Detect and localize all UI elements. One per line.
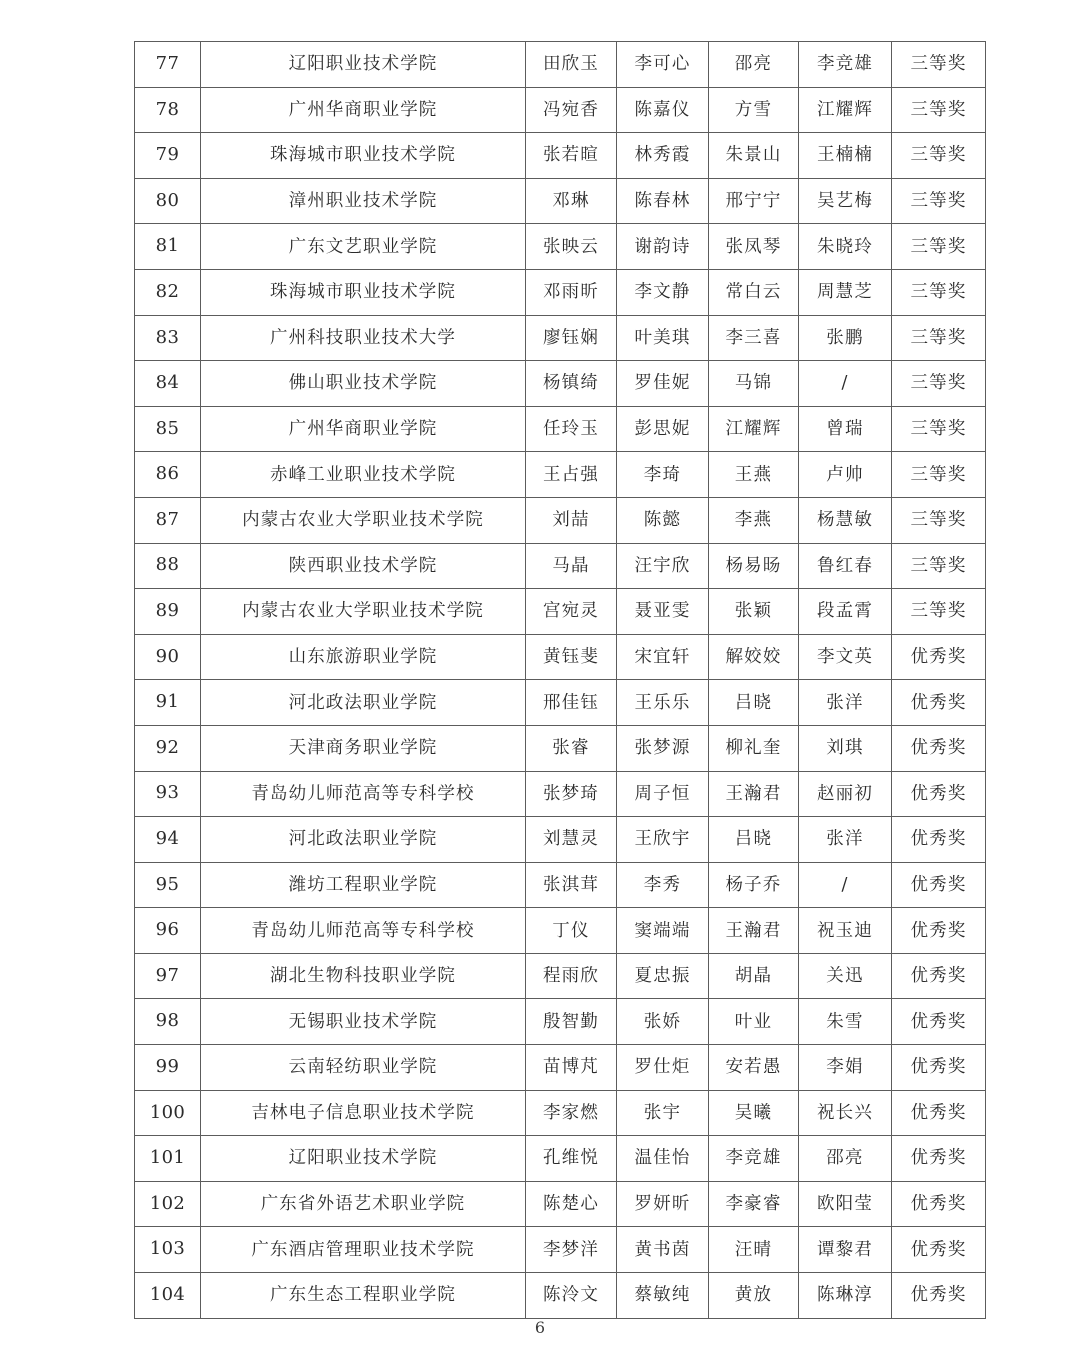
table-row [135, 133, 986, 179]
cell-participant-3: 王瀚君 [709, 771, 799, 817]
cell-participant-2: 周子恒 [617, 771, 709, 817]
cell-index: 79 [135, 133, 201, 179]
cell-school: 广州华商职业学院 [201, 87, 526, 133]
table-row [135, 1227, 986, 1273]
table-row [135, 1273, 986, 1319]
cell-participant-1: 张睿 [526, 725, 617, 771]
cell-index: 92 [135, 725, 201, 771]
cell-participant-1: 张若暄 [526, 133, 617, 179]
cell-participant-4: 鲁红春 [799, 543, 892, 589]
cell-participant-4: 段孟霄 [799, 589, 892, 635]
cell-school: 山东旅游职业学院 [201, 634, 526, 680]
cell-participant-4: 江耀辉 [799, 87, 892, 133]
cell-participant-4: 谭黎君 [799, 1227, 892, 1273]
table-row [135, 1045, 986, 1091]
cell-index: 86 [135, 452, 201, 498]
table-row [135, 1181, 986, 1227]
cell-award: 三等奖 [892, 42, 986, 88]
cell-school: 广州科技职业技术大学 [201, 315, 526, 361]
cell-participant-3: 李竞雄 [709, 1136, 799, 1182]
cell-participant-2: 汪宇欣 [617, 543, 709, 589]
cell-participant-4: 朱雪 [799, 999, 892, 1045]
cell-school: 广州华商职业学院 [201, 406, 526, 452]
cell-participant-1: 孔维悦 [526, 1136, 617, 1182]
cell-participant-2: 李琦 [617, 452, 709, 498]
cell-participant-3: 李燕 [709, 497, 799, 543]
cell-participant-2: 罗仕炬 [617, 1045, 709, 1091]
cell-participant-3: 杨易旸 [709, 543, 799, 589]
table-row [135, 680, 986, 726]
cell-school: 广东省外语艺术职业学院 [201, 1181, 526, 1227]
table-row [135, 771, 986, 817]
cell-participant-2: 李可心 [617, 42, 709, 88]
table-row [135, 817, 986, 863]
cell-participant-1: 陈泠文 [526, 1273, 617, 1319]
cell-index: 100 [135, 1090, 201, 1136]
cell-participant-1: 杨镇绮 [526, 361, 617, 407]
cell-participant-4: 曾瑞 [799, 406, 892, 452]
cell-index: 77 [135, 42, 201, 88]
cell-school: 内蒙古农业大学职业技术学院 [201, 497, 526, 543]
cell-school: 辽阳职业技术学院 [201, 1136, 526, 1182]
table-row [135, 178, 986, 224]
cell-award: 优秀奖 [892, 1227, 986, 1273]
cell-participant-4: 杨慧敏 [799, 497, 892, 543]
table-row [135, 224, 986, 270]
cell-participant-4: 张洋 [799, 680, 892, 726]
table-row [135, 999, 986, 1045]
cell-participant-1: 冯宛香 [526, 87, 617, 133]
cell-award: 优秀奖 [892, 634, 986, 680]
cell-participant-1: 陈楚心 [526, 1181, 617, 1227]
cell-participant-2: 陈懿 [617, 497, 709, 543]
cell-award: 三等奖 [892, 224, 986, 270]
cell-participant-2: 王欣宇 [617, 817, 709, 863]
table-row [135, 1136, 986, 1182]
cell-school: 河北政法职业学院 [201, 817, 526, 863]
table-row [135, 42, 986, 88]
cell-participant-3: 江耀辉 [709, 406, 799, 452]
cell-participant-1: 张映云 [526, 224, 617, 270]
award-table-body [135, 42, 986, 1319]
cell-participant-3: 李三喜 [709, 315, 799, 361]
cell-participant-2: 夏忠振 [617, 953, 709, 999]
cell-participant-2: 黄书茵 [617, 1227, 709, 1273]
cell-award: 优秀奖 [892, 1181, 986, 1227]
table-row [135, 908, 986, 954]
cell-school: 青岛幼儿师范高等专科学校 [201, 908, 526, 954]
table-row [135, 452, 986, 498]
cell-index: 98 [135, 999, 201, 1045]
cell-index: 81 [135, 224, 201, 270]
cell-participant-1: 程雨欣 [526, 953, 617, 999]
cell-index: 102 [135, 1181, 201, 1227]
cell-participant-2: 叶美琪 [617, 315, 709, 361]
cell-award: 优秀奖 [892, 1136, 986, 1182]
cell-participant-4: 欧阳莹 [799, 1181, 892, 1227]
cell-participant-1: 任玲玉 [526, 406, 617, 452]
table-row [135, 269, 986, 315]
table-row [135, 406, 986, 452]
cell-school: 潍坊工程职业学院 [201, 862, 526, 908]
cell-participant-4: 关迅 [799, 953, 892, 999]
cell-participant-1: 张淇茸 [526, 862, 617, 908]
cell-award: 优秀奖 [892, 1090, 986, 1136]
cell-participant-3: 胡晶 [709, 953, 799, 999]
table-row [135, 862, 986, 908]
cell-participant-3: 朱景山 [709, 133, 799, 179]
cell-participant-4: / [799, 361, 892, 407]
award-table-container [134, 41, 985, 1319]
cell-index: 80 [135, 178, 201, 224]
cell-participant-3: 邵亮 [709, 42, 799, 88]
cell-school: 吉林电子信息职业技术学院 [201, 1090, 526, 1136]
cell-index: 94 [135, 817, 201, 863]
cell-award: 优秀奖 [892, 953, 986, 999]
cell-index: 85 [135, 406, 201, 452]
cell-participant-4: 李竞雄 [799, 42, 892, 88]
cell-index: 91 [135, 680, 201, 726]
cell-index: 88 [135, 543, 201, 589]
cell-school: 赤峰工业职业技术学院 [201, 452, 526, 498]
cell-participant-2: 李文静 [617, 269, 709, 315]
cell-award: 优秀奖 [892, 680, 986, 726]
cell-participant-4: 刘琪 [799, 725, 892, 771]
cell-participant-4: 吴艺梅 [799, 178, 892, 224]
cell-school: 河北政法职业学院 [201, 680, 526, 726]
cell-school: 珠海城市职业技术学院 [201, 133, 526, 179]
cell-award: 优秀奖 [892, 817, 986, 863]
cell-participant-1: 田欣玉 [526, 42, 617, 88]
table-row [135, 87, 986, 133]
cell-participant-1: 邓琳 [526, 178, 617, 224]
table-row [135, 315, 986, 361]
cell-participant-3: 邢宁宁 [709, 178, 799, 224]
table-row [135, 361, 986, 407]
cell-award: 三等奖 [892, 497, 986, 543]
table-row [135, 1090, 986, 1136]
cell-participant-1: 邓雨昕 [526, 269, 617, 315]
cell-school: 珠海城市职业技术学院 [201, 269, 526, 315]
cell-participant-1: 张梦琦 [526, 771, 617, 817]
cell-index: 104 [135, 1273, 201, 1319]
cell-participant-3: 常白云 [709, 269, 799, 315]
cell-index: 84 [135, 361, 201, 407]
cell-index: 97 [135, 953, 201, 999]
cell-participant-2: 蔡敏纯 [617, 1273, 709, 1319]
cell-school: 广东文艺职业学院 [201, 224, 526, 270]
cell-award: 优秀奖 [892, 1273, 986, 1319]
cell-participant-3: 杨子乔 [709, 862, 799, 908]
cell-participant-4: 祝长兴 [799, 1090, 892, 1136]
cell-participant-4: 王楠楠 [799, 133, 892, 179]
cell-award: 三等奖 [892, 178, 986, 224]
cell-school: 湖北生物科技职业学院 [201, 953, 526, 999]
table-row [135, 589, 986, 635]
cell-participant-3: 柳礼奎 [709, 725, 799, 771]
cell-index: 95 [135, 862, 201, 908]
cell-award: 三等奖 [892, 133, 986, 179]
cell-participant-2: 聂亚雯 [617, 589, 709, 635]
cell-award: 三等奖 [892, 406, 986, 452]
cell-index: 101 [135, 1136, 201, 1182]
cell-participant-3: 吴曦 [709, 1090, 799, 1136]
cell-index: 87 [135, 497, 201, 543]
table-row [135, 497, 986, 543]
cell-participant-2: 李秀 [617, 862, 709, 908]
cell-participant-2: 张宇 [617, 1090, 709, 1136]
cell-participant-3: 叶业 [709, 999, 799, 1045]
cell-award: 三等奖 [892, 315, 986, 361]
cell-participant-1: 廖钰娴 [526, 315, 617, 361]
cell-participant-4: / [799, 862, 892, 908]
cell-school: 佛山职业技术学院 [201, 361, 526, 407]
cell-participant-1: 邢佳钰 [526, 680, 617, 726]
cell-participant-2: 宋宜轩 [617, 634, 709, 680]
cell-participant-2: 张娇 [617, 999, 709, 1045]
cell-award: 三等奖 [892, 87, 986, 133]
cell-participant-4: 邵亮 [799, 1136, 892, 1182]
cell-school: 青岛幼儿师范高等专科学校 [201, 771, 526, 817]
cell-index: 93 [135, 771, 201, 817]
award-table [134, 41, 986, 1319]
cell-award: 优秀奖 [892, 771, 986, 817]
cell-participant-2: 窦端端 [617, 908, 709, 954]
cell-participant-1: 刘慧灵 [526, 817, 617, 863]
cell-participant-3: 解姣姣 [709, 634, 799, 680]
cell-award: 优秀奖 [892, 999, 986, 1045]
cell-participant-3: 王瀚君 [709, 908, 799, 954]
table-row [135, 725, 986, 771]
cell-participant-4: 张鹏 [799, 315, 892, 361]
cell-participant-2: 陈嘉仪 [617, 87, 709, 133]
cell-participant-1: 黄钰斐 [526, 634, 617, 680]
cell-participant-3: 李豪睿 [709, 1181, 799, 1227]
table-row [135, 634, 986, 680]
cell-award: 优秀奖 [892, 862, 986, 908]
cell-participant-1: 刘喆 [526, 497, 617, 543]
cell-index: 83 [135, 315, 201, 361]
cell-index: 78 [135, 87, 201, 133]
cell-participant-3: 张颖 [709, 589, 799, 635]
cell-award: 三等奖 [892, 452, 986, 498]
cell-participant-3: 黄放 [709, 1273, 799, 1319]
table-row [135, 953, 986, 999]
cell-participant-1: 苗博芃 [526, 1045, 617, 1091]
cell-school: 陕西职业技术学院 [201, 543, 526, 589]
cell-participant-4: 周慧芝 [799, 269, 892, 315]
cell-participant-4: 陈琳淳 [799, 1273, 892, 1319]
cell-award: 优秀奖 [892, 1045, 986, 1091]
cell-participant-2: 张梦源 [617, 725, 709, 771]
cell-school: 内蒙古农业大学职业技术学院 [201, 589, 526, 635]
cell-school: 辽阳职业技术学院 [201, 42, 526, 88]
cell-participant-1: 马晶 [526, 543, 617, 589]
cell-index: 103 [135, 1227, 201, 1273]
cell-participant-1: 殷智勤 [526, 999, 617, 1045]
cell-index: 99 [135, 1045, 201, 1091]
cell-award: 优秀奖 [892, 908, 986, 954]
table-row [135, 543, 986, 589]
cell-participant-4: 赵丽初 [799, 771, 892, 817]
cell-participant-4: 朱晓玲 [799, 224, 892, 270]
cell-participant-4: 祝玉迪 [799, 908, 892, 954]
cell-participant-1: 丁仪 [526, 908, 617, 954]
cell-participant-3: 方雪 [709, 87, 799, 133]
cell-participant-3: 安若愚 [709, 1045, 799, 1091]
cell-index: 90 [135, 634, 201, 680]
cell-award: 优秀奖 [892, 725, 986, 771]
cell-participant-4: 李娟 [799, 1045, 892, 1091]
cell-participant-2: 陈春林 [617, 178, 709, 224]
cell-participant-2: 谢韵诗 [617, 224, 709, 270]
cell-award: 三等奖 [892, 361, 986, 407]
cell-participant-2: 林秀霞 [617, 133, 709, 179]
cell-participant-3: 吕晓 [709, 817, 799, 863]
cell-participant-3: 马锦 [709, 361, 799, 407]
cell-school: 广东生态工程职业学院 [201, 1273, 526, 1319]
cell-participant-4: 卢帅 [799, 452, 892, 498]
page-number: 6 [534, 1318, 546, 1337]
cell-participant-2: 王乐乐 [617, 680, 709, 726]
cell-participant-4: 李文英 [799, 634, 892, 680]
cell-participant-3: 张凤琴 [709, 224, 799, 270]
cell-school: 天津商务职业学院 [201, 725, 526, 771]
cell-participant-1: 李家燃 [526, 1090, 617, 1136]
cell-school: 无锡职业技术学院 [201, 999, 526, 1045]
cell-school: 云南轻纺职业学院 [201, 1045, 526, 1091]
cell-participant-1: 李梦洋 [526, 1227, 617, 1273]
cell-participant-2: 罗佳妮 [617, 361, 709, 407]
cell-participant-2: 罗妍昕 [617, 1181, 709, 1227]
cell-participant-3: 吕晓 [709, 680, 799, 726]
cell-participant-2: 彭思妮 [617, 406, 709, 452]
cell-participant-1: 王占强 [526, 452, 617, 498]
cell-index: 96 [135, 908, 201, 954]
cell-school: 广东酒店管理职业技术学院 [201, 1227, 526, 1273]
cell-award: 三等奖 [892, 269, 986, 315]
cell-participant-1: 宫宛灵 [526, 589, 617, 635]
cell-participant-3: 王燕 [709, 452, 799, 498]
cell-participant-4: 张洋 [799, 817, 892, 863]
cell-award: 三等奖 [892, 543, 986, 589]
cell-participant-2: 温佳怡 [617, 1136, 709, 1182]
cell-award: 三等奖 [892, 589, 986, 635]
cell-participant-3: 汪晴 [709, 1227, 799, 1273]
cell-index: 89 [135, 589, 201, 635]
cell-index: 82 [135, 269, 201, 315]
cell-school: 漳州职业技术学院 [201, 178, 526, 224]
